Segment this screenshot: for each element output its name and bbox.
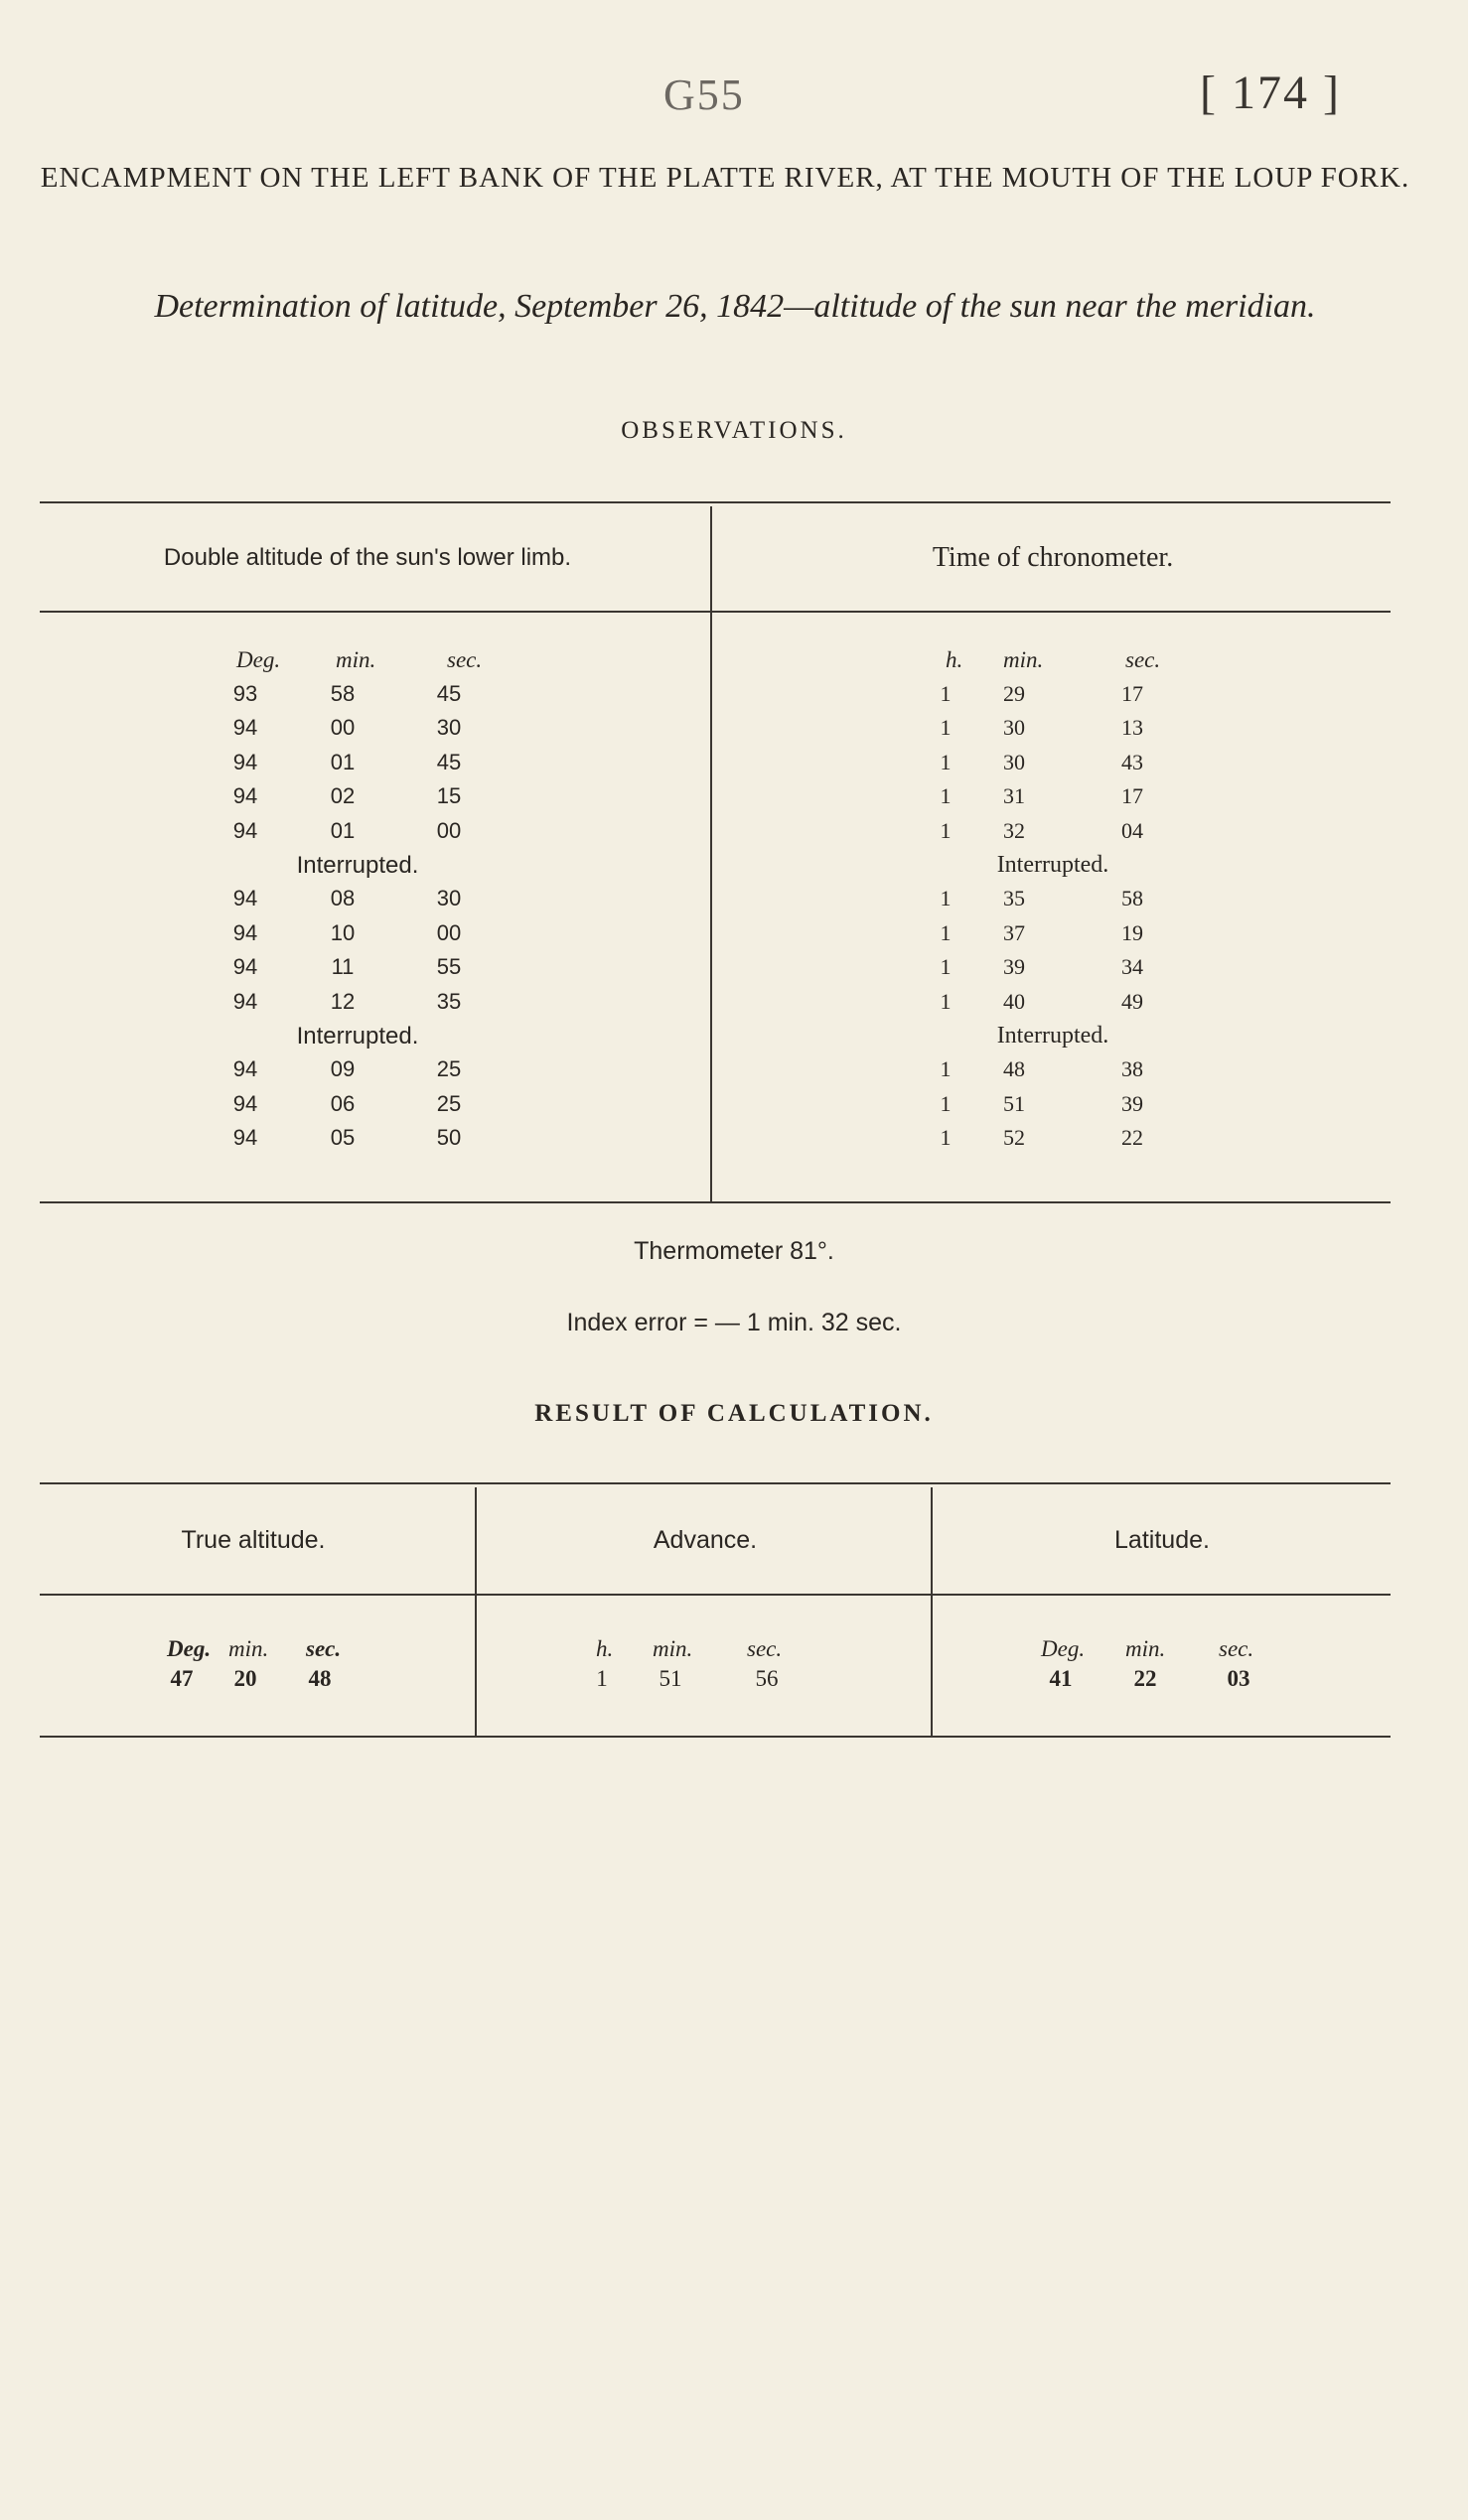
time-sec: 17 [1121, 681, 1143, 706]
altitude-deg: 94 [232, 919, 258, 945]
time-sec: 34 [1121, 954, 1143, 980]
true-altitude-header: True altitude. [181, 1526, 326, 1554]
time-min: 29 [1003, 681, 1025, 706]
true-altitude-sec: 48 [308, 1666, 332, 1691]
time-min: 37 [1003, 919, 1025, 945]
altitude-column-header: Double altitude of the sun's lower limb. [163, 544, 572, 571]
true-altitude-unit-deg: Deg. [167, 1636, 212, 1661]
page-subtitle: Determination of latitude, September 26, 1842—altitude of the sun near the meridian. [154, 288, 1316, 325]
altitude-min: 02 [330, 783, 356, 809]
page-number: [ 174 ] [1200, 67, 1341, 119]
observation-row [0, 681, 1468, 711]
true-altitude-deg: 47 [170, 1666, 194, 1691]
page-title: ENCAMPMENT ON THE LEFT BANK OF THE PLATTE RIVER, AT THE MOUTH OF THE LOUP FORK. [40, 162, 1410, 194]
altitude-deg: 94 [232, 783, 258, 809]
observation-row [0, 989, 1468, 1019]
time-h: 1 [940, 988, 952, 1014]
altitude-min: 06 [330, 1090, 356, 1116]
observations-header-rule [40, 611, 1391, 613]
true-altitude-unit-min: min. [228, 1636, 269, 1661]
altitude-min: 00 [330, 715, 356, 741]
altitude-deg: 93 [232, 681, 258, 706]
time-sec: 19 [1121, 919, 1143, 945]
time-min: 30 [1003, 749, 1025, 774]
altitude-sec: 15 [436, 783, 462, 809]
latitude-unit-min: min. [1125, 1636, 1166, 1661]
latitude-deg: 41 [1049, 1666, 1073, 1691]
altitude-sec: 45 [436, 681, 462, 706]
altitude-min: 09 [330, 1056, 356, 1082]
latitude-unit-deg: Deg. [1041, 1636, 1086, 1661]
time-min: 31 [1003, 783, 1025, 809]
latitude-sec: 03 [1227, 1666, 1250, 1691]
altitude-sec: 35 [436, 988, 462, 1014]
altitude-interrupted-label: Interrupted. [296, 1023, 419, 1050]
result-divider-2 [931, 1487, 933, 1736]
time-min: 40 [1003, 988, 1025, 1014]
time-h: 1 [940, 783, 952, 809]
observation-row [0, 783, 1468, 813]
time-min: 48 [1003, 1056, 1025, 1082]
time-h: 1 [940, 749, 952, 774]
time-min: 52 [1003, 1125, 1025, 1151]
advance-sec: 56 [755, 1666, 779, 1691]
altitude-deg: 94 [232, 817, 258, 843]
advance-unit-h: h. [596, 1636, 614, 1661]
advance-h: 1 [596, 1666, 608, 1691]
altitude-deg: 94 [232, 1056, 258, 1082]
altitude-min: 58 [330, 681, 356, 706]
observations-bottom-rule [40, 1201, 1391, 1203]
altitude-unit-min: min. [336, 647, 376, 672]
altitude-sec: 25 [436, 1090, 462, 1116]
observation-row [0, 954, 1468, 984]
time-sec: 43 [1121, 749, 1143, 774]
altitude-deg: 94 [232, 1125, 258, 1151]
observation-row [0, 1125, 1468, 1155]
result-header-rule [40, 1594, 1391, 1596]
time-interrupted-label: Interrupted. [996, 852, 1109, 878]
altitude-sec: 30 [436, 715, 462, 741]
time-h: 1 [940, 919, 952, 945]
time-sec: 58 [1121, 886, 1143, 911]
observation-row [0, 1091, 1468, 1121]
time-h: 1 [940, 1090, 952, 1116]
altitude-deg: 94 [232, 1090, 258, 1116]
observations-heading: OBSERVATIONS. [621, 417, 847, 444]
time-min: 39 [1003, 954, 1025, 980]
altitude-min: 08 [330, 886, 356, 911]
observation-row [0, 886, 1468, 915]
time-interrupted-label: Interrupted. [996, 1023, 1109, 1049]
altitude-unit-sec: sec. [447, 647, 483, 672]
time-unit-sec: sec. [1125, 647, 1161, 672]
true-altitude-min: 20 [233, 1666, 257, 1691]
time-min: 51 [1003, 1090, 1025, 1116]
altitude-deg: 94 [232, 988, 258, 1014]
altitude-deg: 94 [232, 886, 258, 911]
result-units [0, 1636, 1468, 1666]
altitude-deg: 94 [232, 954, 258, 980]
time-sec: 49 [1121, 988, 1143, 1014]
index-error-note: Index error = — 1 min. 32 sec. [566, 1309, 902, 1336]
time-units [0, 647, 1468, 677]
altitude-sec: 55 [436, 954, 462, 980]
altitude-unit-deg: Deg. [236, 647, 281, 672]
time-unit-min: min. [1003, 647, 1044, 672]
time-h: 1 [940, 886, 952, 911]
altitude-sec: 45 [436, 749, 462, 774]
altitude-deg: 94 [232, 715, 258, 741]
latitude-header: Latitude. [1114, 1526, 1210, 1554]
latitude-min: 22 [1133, 1666, 1157, 1691]
advance-unit-min: min. [653, 1636, 693, 1661]
result-divider-1 [475, 1487, 477, 1736]
time-min: 32 [1003, 817, 1025, 843]
true-altitude-unit-sec: sec. [306, 1636, 342, 1661]
altitude-sec: 50 [436, 1125, 462, 1151]
time-h: 1 [940, 954, 952, 980]
observation-row [0, 1056, 1468, 1086]
plate-number: G55 [663, 70, 745, 119]
result-heading: RESULT OF CALCULATION. [534, 1400, 934, 1427]
altitude-sec: 25 [436, 1056, 462, 1082]
altitude-sec: 30 [436, 886, 462, 911]
time-sec: 39 [1121, 1090, 1143, 1116]
thermometer-note: Thermometer 81°. [634, 1237, 834, 1265]
time-h: 1 [940, 1056, 952, 1082]
time-min: 35 [1003, 886, 1025, 911]
time-unit-h: h. [946, 647, 963, 672]
altitude-min: 11 [331, 954, 355, 980]
time-sec: 13 [1121, 715, 1143, 741]
observations-top-rule [40, 501, 1391, 503]
time-sec: 04 [1121, 817, 1143, 843]
time-h: 1 [940, 817, 952, 843]
altitude-deg: 94 [232, 749, 258, 774]
observation-row [0, 920, 1468, 950]
observation-row [0, 750, 1468, 779]
altitude-min: 01 [330, 749, 356, 774]
altitude-min: 01 [330, 817, 356, 843]
result-bottom-rule [40, 1736, 1391, 1738]
result-values-row [0, 1666, 1468, 1696]
latitude-unit-sec: sec. [1219, 1636, 1254, 1661]
altitude-min: 10 [330, 919, 356, 945]
result-top-rule [40, 1482, 1391, 1484]
time-min: 30 [1003, 715, 1025, 741]
advance-header: Advance. [653, 1526, 758, 1554]
altitude-sec: 00 [436, 919, 462, 945]
time-sec: 22 [1121, 1125, 1143, 1151]
time-h: 1 [940, 715, 952, 741]
observation-row [0, 715, 1468, 745]
altitude-interrupted-label: Interrupted. [296, 852, 419, 879]
time-column-header: Time of chronometer. [932, 542, 1174, 573]
advance-unit-sec: sec. [747, 1636, 783, 1661]
time-sec: 17 [1121, 783, 1143, 809]
observation-row [0, 818, 1468, 848]
advance-min: 51 [659, 1666, 682, 1691]
time-h: 1 [940, 681, 952, 706]
time-h: 1 [940, 1125, 952, 1151]
time-sec: 38 [1121, 1056, 1143, 1082]
altitude-min: 12 [330, 988, 356, 1014]
altitude-sec: 00 [436, 817, 462, 843]
altitude-min: 05 [330, 1125, 356, 1151]
